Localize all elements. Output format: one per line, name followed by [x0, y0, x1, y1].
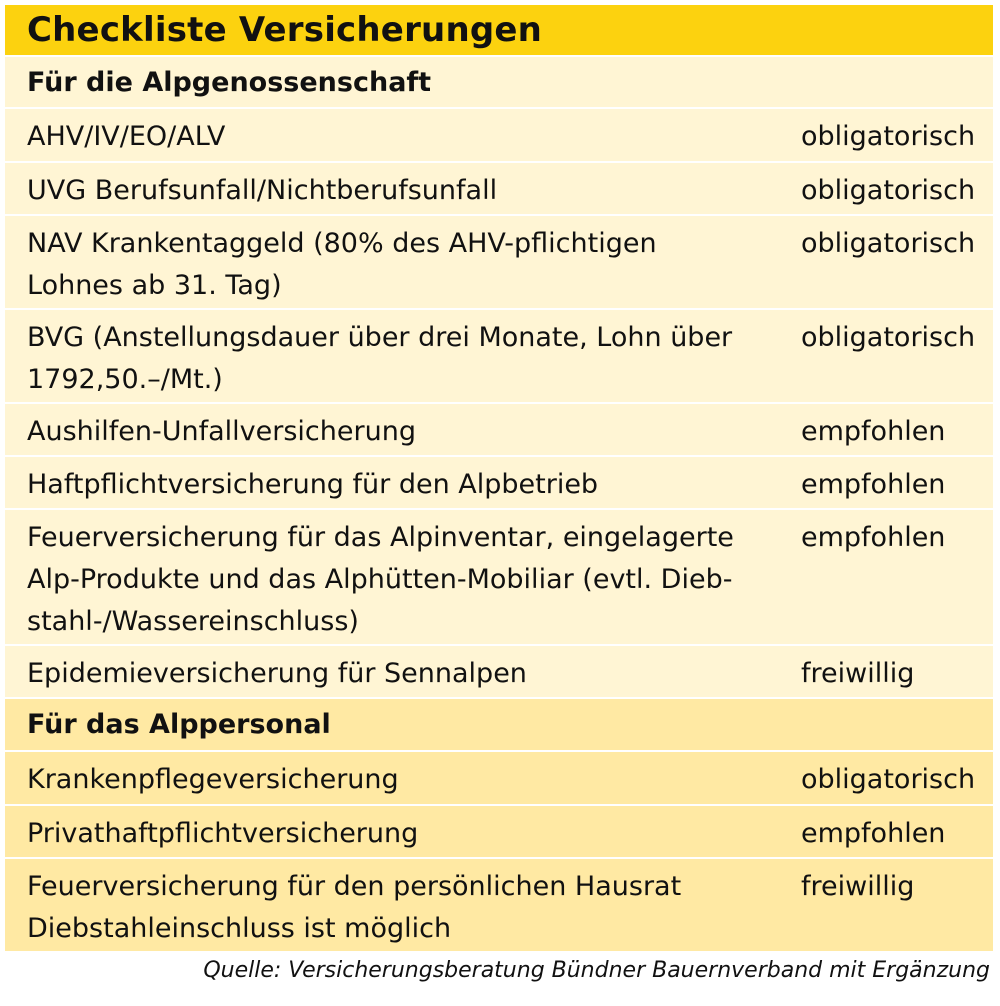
row-label: Feuerversicherung für den persönlichen Hausrat Diebstahleinschluss ist möglich: [27, 871, 682, 944]
row-status: freiwillig: [801, 871, 915, 902]
table-row: [5, 752, 993, 806]
row-status: obligatorisch: [801, 175, 976, 206]
row-status: empfohlen: [801, 469, 946, 500]
table-row: [5, 310, 993, 404]
row-label: Privathaftpflichtversicherung: [27, 818, 419, 849]
title-bar: [5, 5, 993, 57]
page-title: Checkliste Versicherungen: [27, 10, 543, 50]
section-heading-label: Für die Alpgenossenschaft: [27, 66, 432, 98]
row-status: freiwillig: [801, 658, 915, 689]
table-row: [5, 859, 993, 951]
table-row: [5, 646, 993, 699]
row-label: AHV/IV/EO/ALV: [27, 121, 226, 152]
row-status: obligatorisch: [801, 228, 976, 259]
section-heading-alppersonal: [5, 699, 993, 752]
row-label: Aushilfen-Unfallversicherung: [27, 416, 416, 447]
table-row: [5, 109, 993, 163]
row-label: Feuerversicherung für das Alpinventar, eingelagerte Alp-Produkte und das Alphütten-Mobiliar (evtl. Dieb- stahl-/Wassereinschluss): [27, 522, 734, 637]
row-label: Krankenpflegeversicherung: [27, 764, 399, 795]
section-heading-alpgenossenschaft: [5, 57, 993, 109]
table-row: [5, 404, 993, 457]
table-row: [5, 216, 993, 310]
row-label: UVG Berufsunfall/Nichtberufsunfall: [27, 175, 498, 206]
row-label: Haftpflichtversicherung für den Alpbetrieb: [27, 469, 599, 500]
row-label: Epidemieversicherung für Sennalpen: [27, 658, 527, 689]
row-status: obligatorisch: [801, 764, 976, 795]
section-heading-label: Für das Alppersonal: [27, 709, 331, 740]
table-row: [5, 510, 993, 646]
row-label: NAV Krankentaggeld (80% des AHV-pflichtigen Lohnes ab 31. Tag): [27, 228, 657, 301]
table-row: [5, 457, 993, 510]
row-status: empfohlen: [801, 416, 946, 447]
row-status: empfohlen: [801, 522, 946, 553]
source-caption: Quelle: Versicherungsberatung Bündner Bauernverband mit Ergänzung: [203, 958, 990, 983]
table-row: [5, 163, 993, 216]
row-status: obligatorisch: [801, 322, 976, 353]
row-status: obligatorisch: [801, 121, 976, 152]
row-label: BVG (Anstellungsdauer über drei Monate, Lohn über 1792,50.–/Mt.): [27, 322, 733, 395]
checklist-table: [5, 5, 993, 951]
row-status: empfohlen: [801, 818, 946, 849]
table-row: [5, 806, 993, 859]
